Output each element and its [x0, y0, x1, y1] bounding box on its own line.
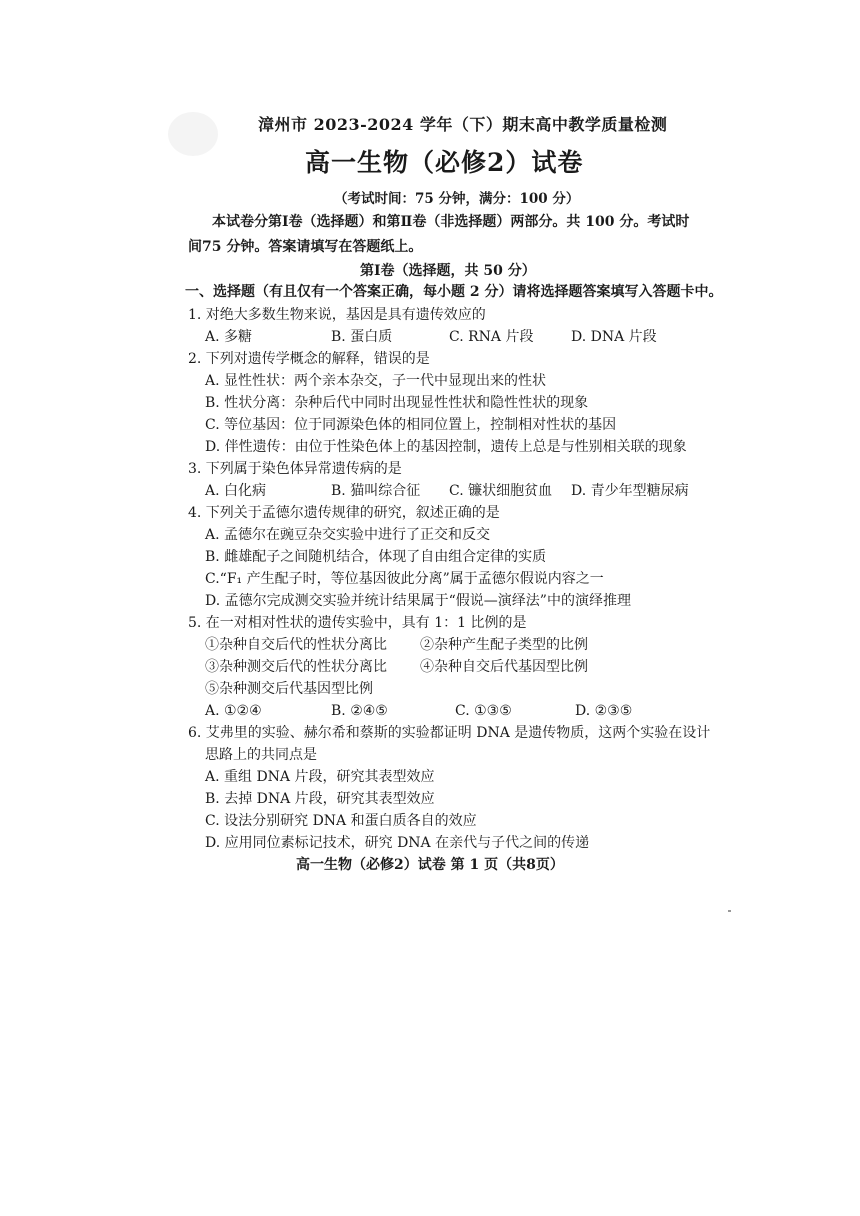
question-6-stem-line-1: 6. 艾弗里的实验、赫尔希和蔡斯的实验都证明 DNA 是遗传物质，这两个实验在设计 [188, 725, 711, 741]
intro-line-1: 本试卷分第Ⅰ卷（选择题）和第Ⅱ卷（非选择题）两部分。共 100 分。考试时 [212, 214, 690, 230]
question-3-option-d: D. 青少年型糖尿病 [571, 483, 689, 499]
scan-speck [728, 910, 731, 912]
question-4-option-d: D. 孟德尔完成测交实验并统计结果属于“假说—演绎法”中的演绎推理 [205, 593, 631, 609]
question-5-item-3: ③杂种测交后代的性状分离比 [205, 659, 387, 675]
question-5-option-b: B. ②④⑤ [331, 703, 388, 719]
page-footer: 高一生物（必修2）试卷 第 1 页（共8页） [296, 857, 564, 873]
question-1-option-b: B. 蛋白质 [331, 329, 393, 345]
question-5-option-c: C. ①③⑤ [455, 703, 512, 719]
question-5-option-a: A. ①②④ [205, 703, 262, 719]
question-5-item-2: ②杂种产生配子类型的比例 [420, 637, 588, 653]
question-2-option-c: C. 等位基因：位于同源染色体的相同位置上，控制相对性状的基因 [205, 417, 617, 433]
section-title: 第Ⅰ卷（选择题，共 50 分） [360, 263, 536, 279]
question-6-option-d: D. 应用同位素标记技术，研究 DNA 在亲代与子代之间的传递 [205, 835, 590, 851]
question-6-option-b: B. 去掉 DNA 片段，研究其表型效应 [205, 791, 435, 807]
question-1-option-c: C. RNA 片段 [449, 329, 534, 345]
question-5-item-5: ⑤杂种测交后代基因型比例 [205, 681, 373, 697]
scan-smudge [168, 112, 218, 156]
question-3-option-b: B. 猫叫综合征 [331, 483, 421, 499]
question-3-option-c: C. 镰状细胞贫血 [449, 483, 553, 499]
question-1-option-d: D. DNA 片段 [571, 329, 657, 345]
question-1-option-a: A. 多糖 [205, 329, 253, 345]
question-3-option-a: A. 白化病 [205, 483, 267, 499]
question-6-stem-line-2: 思路上的共同点是 [205, 747, 317, 763]
question-5-item-4: ④杂种自交后代基因型比例 [420, 659, 588, 675]
question-4-option-c: C.“F₁ 产生配子时，等位基因彼此分离”属于孟德尔假说内容之一 [205, 571, 604, 587]
question-5-item-1: ①杂种自交后代的性状分离比 [205, 637, 387, 653]
question-1-stem: 1. 对绝大多数生物来说，基因是具有遗传效应的 [188, 307, 486, 323]
question-2-option-b: B. 性状分离：杂种后代中同时出现显性性状和隐性性状的现象 [205, 395, 589, 411]
question-4-option-a: A. 孟德尔在豌豆杂交实验中进行了正交和反交 [205, 527, 491, 543]
question-6-option-a: A. 重组 DNA 片段，研究其表型效应 [205, 769, 435, 785]
question-2-stem: 2. 下列对遗传学概念的解释，错误的是 [188, 351, 430, 367]
question-4-stem: 4. 下列关于孟德尔遗传规律的研究，叙述正确的是 [188, 505, 500, 521]
question-3-stem: 3. 下列属于染色体异常遗传病的是 [188, 461, 402, 477]
part-title: 一、选择题（有且仅有一个答案正确，每小题 2 分）请将选择题答案填写入答题卡中。 [185, 284, 723, 300]
intro-line-2: 间75 分钟。答案请填写在答题纸上。 [188, 239, 423, 255]
exam-time-info: （考试时间：75 分钟，满分：100 分） [334, 191, 580, 207]
question-5-option-d: D. ②③⑤ [575, 703, 633, 719]
question-4-option-b: B. 雌雄配子之间随机结合，体现了自由组合定律的实质 [205, 549, 547, 565]
question-6-option-c: C. 设法分别研究 DNA 和蛋白质各自的效应 [205, 813, 477, 829]
exam-header: 漳州市 2023-2024 学年（下）期末高中教学质量检测 [258, 115, 668, 134]
question-2-option-d: D. 伴性遗传：由位于性染色体上的基因控制，遗传上总是与性别相关联的现象 [205, 439, 687, 455]
question-5-stem: 5. 在一对相对性状的遗传实验中，具有 1：1 比例的是 [188, 615, 527, 631]
question-2-option-a: A. 显性性状：两个亲本杂交，子一代中显现出来的性状 [205, 373, 547, 389]
exam-title: 高一生物（必修2）试卷 [305, 148, 584, 177]
